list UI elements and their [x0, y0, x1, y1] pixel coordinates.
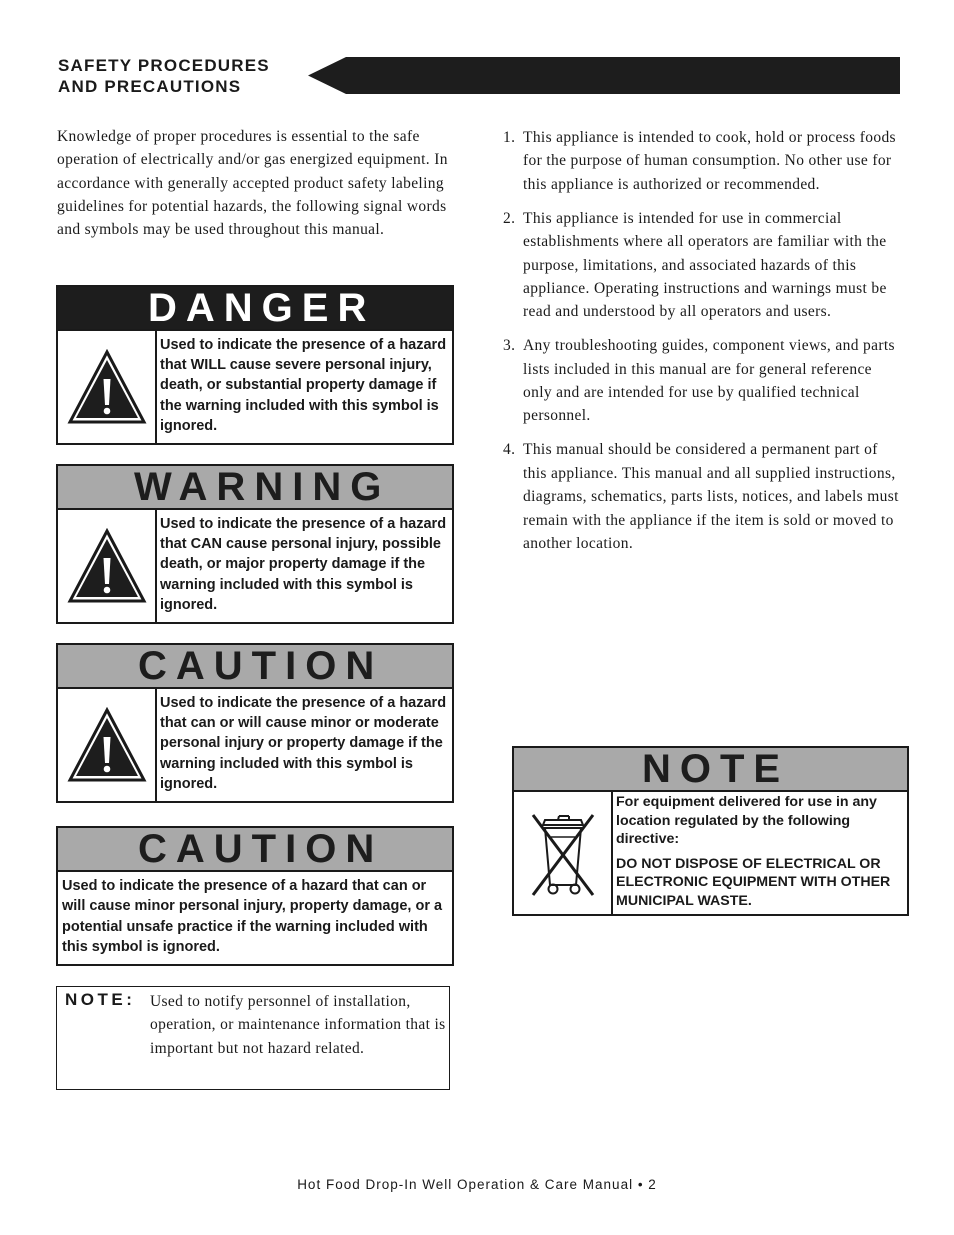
warning-triangle-icon — [67, 349, 147, 425]
note-inline-label: NOTE: — [65, 990, 136, 1009]
section-title-line2: AND PRECAUTIONS — [58, 77, 242, 96]
caution-symbol-description: Used to indicate the presence of a hazard that can or will cause minor or moderate personal injury or property damage if the warning included with this symbol is ignored. — [160, 695, 447, 792]
warning-heading: WARNING — [58, 466, 452, 510]
list-item-text: This appliance is intended for use in commercial establishments where all operators are familiar with the purpose, limitations, and associated hazards of this appliance. Operating instructions and warnings must be read and understood by all operators and users. — [523, 209, 887, 321]
warning-description: Used to indicate the presence of a hazard that CAN cause personal injury, possible death, or major property damage if the warning included with this symbol is ignored. — [160, 516, 447, 613]
danger-heading: DANGER — [58, 287, 452, 331]
danger-symbol-cell — [58, 331, 157, 443]
list-item — [503, 438, 903, 555]
weee-directive-text: For equipment delivered for use in any location regulated by the following directive: — [616, 794, 877, 848]
weee-note-box — [512, 746, 909, 916]
caution-symbol-cell — [58, 689, 157, 801]
caution-heading: CAUTION — [58, 645, 452, 689]
caution-plain-description: Used to indicate the presence of a hazard that can or will cause minor personal injury, property damage, or a potential unsafe practice if the warning included with this symbol is ignored. — [62, 878, 443, 956]
caution-plain-heading: CAUTION — [58, 828, 452, 872]
warning-symbol-cell — [58, 510, 157, 622]
weee-note-heading: NOTE — [514, 748, 907, 792]
warning-triangle-icon — [67, 528, 147, 604]
note-inline-box — [56, 986, 450, 1090]
danger-box — [56, 285, 454, 445]
list-item-text: This appliance is intended to cook, hold or process foods for the purpose of human consumption. No other use for this appliance is authorized or recommended. — [523, 129, 896, 193]
weee-note-text — [613, 792, 907, 914]
list-item — [503, 126, 903, 196]
list-item-number: 4. — [503, 441, 516, 459]
warning-box — [56, 464, 454, 624]
list-item-number: 1. — [503, 129, 516, 146]
intro-paragraph: Knowledge of proper procedures is essential to the safe operation of electrically and/or gas energized equipment. In accordance with generally accepted product safety labeling guidelines for potential hazards, the following signal words and symbols may be used throughout this manual. — [57, 128, 448, 239]
caution-symbol-box — [56, 643, 454, 803]
section-title-line1: SAFETY PROCEDURES — [58, 56, 270, 75]
crossed-out-wheelie-bin-icon — [523, 803, 603, 903]
section-title — [58, 55, 270, 97]
precautions-list — [503, 126, 903, 566]
page-footer: Hot Food Drop-In Well Operation & Care Manual • 2 — [297, 1177, 657, 1192]
list-item — [503, 334, 903, 428]
caution-plain-box — [56, 826, 454, 966]
note-inline-text: Used to notify personnel of installation, operation, or maintenance information that is important but not hazard related. — [150, 993, 446, 1057]
weee-disposal-warning: DO NOT DISPOSE OF ELECTRICAL OR ELECTRONIC EQUIPMENT WITH OTHER MUNICIPAL WASTE. — [616, 855, 891, 909]
list-item-text: Any troubleshooting guides, component views, and parts lists included in this manual are for general reference only and are intended for use by qualified technical personnel. — [523, 337, 895, 425]
list-item — [503, 207, 903, 324]
list-item-text: This manual should be considered a permanent part of this appliance. This manual and all supplied instructions, diagrams, schematics, parts lists, notices, and labels must remain with the appliance if the item is sold or moved to another location. — [523, 441, 899, 552]
header-arrow-bar-icon — [308, 57, 900, 94]
warning-triangle-icon — [67, 707, 147, 783]
list-item-number: 3. — [503, 337, 516, 355]
danger-description: Used to indicate the presence of a hazard that WILL cause severe personal injury, death, or substantial property damage if the warning included with this symbol is ignored. — [160, 337, 447, 434]
list-item-number: 2. — [503, 209, 516, 227]
weee-symbol-cell — [514, 792, 613, 914]
